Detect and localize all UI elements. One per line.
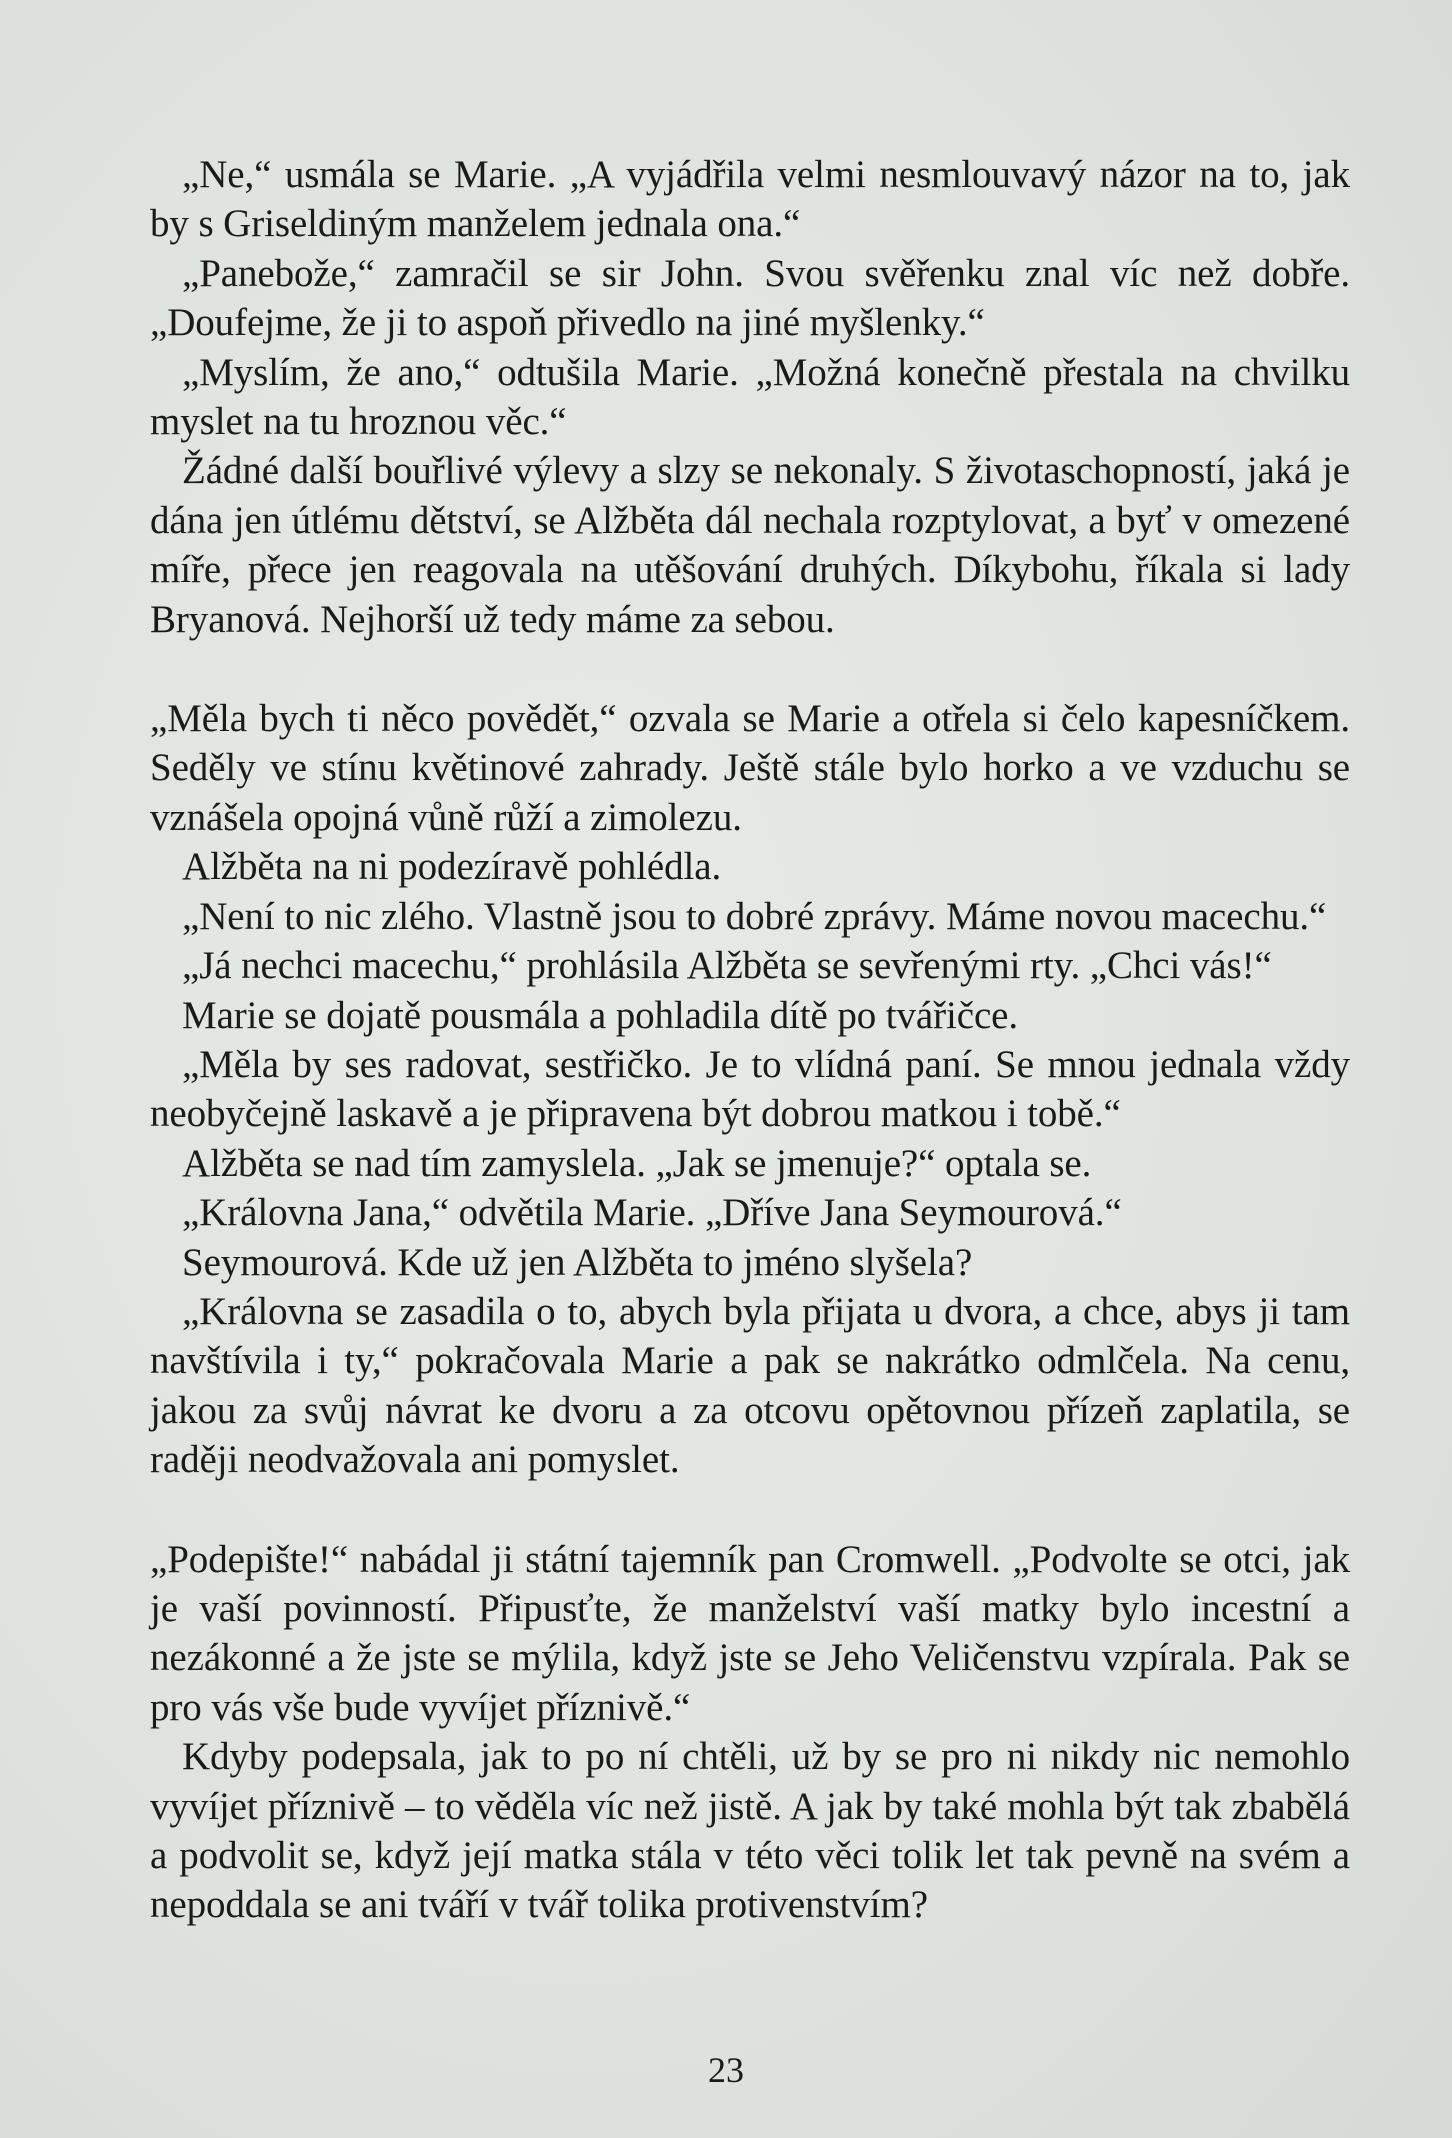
paragraph: Kdyby podepsala, jak to po ní chtěli, už by se pro ni nikdy nic nemohlo vyvíjet příznivě – to věděla víc než jistě. A jak by také mohla být tak zbabělá a podvolit se, když její matka stála v této věci tolik let tak pevně na svém a nepoddala se ani tváří v tvář tolika protivenstvím? [150, 1735, 1350, 1927]
paragraph: Marie se dojatě pousmála a pohladila dítě po tvářičce. [182, 993, 1019, 1037]
paragraph: Alžběta se nad tím zamyslela. „Jak se jmenuje?“ optala se. [182, 1141, 1092, 1185]
paragraph: „Není to nic zlého. Vlastně jsou to dobré zprávy. Máme novou macechu.“ [182, 894, 1327, 938]
paragraph: „Panebože,“ zamračil se sir John. Svou svěřenku znal víc než dobře. „Doufejme, že ji to aspoň přivedlo na jiné myšlenky.“ [150, 251, 1350, 345]
body-text [150, 150, 1350, 1930]
paragraph: „Královna Jana,“ odvětila Marie. „Dříve Jana Seymourová.“ [182, 1191, 1122, 1235]
page-number: 23 [708, 2050, 744, 2090]
paragraph: „Podepište!“ nabádal ji státní tajemník pan Cromwell. „Podvolte se otci, jak je vaší povinností. Připusťte, že manželství vaší matky bylo incestní a nezákonné a že jste se mýlila, když jste se Jeho Veličenstvu vzpírala. Pak se pro vás vše bude vyvíjet příznivě.“ [150, 1537, 1350, 1729]
paragraph: „Měla bych ti něco povědět,“ ozvala se Marie a otřela si čelo kapesníčkem. Seděly ve stínu květinové zahrady. Ještě stále bylo horko a ve vzduchu se vznášela opojná vůně růží a zimolezu. [150, 697, 1350, 839]
paragraph: Alžběta na ni podezíravě pohlédla. [182, 845, 722, 889]
paragraph: Seymourová. Kde už jen Alžběta to jméno slyšela? [182, 1240, 973, 1284]
paragraph: Žádné další bouřlivé výlevy a slzy se nekonaly. S životaschopností, jaká je dána jen útlému dětství, se Alžběta dál nechala rozptylovat, a byť v omezené míře, přece jen reagovala na utěšování druhých. Díkybohu, říkala si lady Bryanová. Nejhorší už tedy máme za sebou. [150, 449, 1350, 641]
paragraph: „Ne,“ usmála se Marie. „A vyjádřila velmi nesmlouvavý názor na to, jak by s Griseldiným manželem jednala ona.“ [150, 153, 1350, 246]
paragraph: „Myslím, že ano,“ odtušila Marie. „Možná konečně přestala na chvilku myslet na tu hroznou věc.“ [150, 350, 1350, 444]
paragraph: „Měla by ses radovat, sestřičko. Je to vlídná paní. Se mnou jednala vždy neobyčejně laskavě a je připravena být dobrou matkou i tobě.“ [150, 1042, 1350, 1136]
paragraph: „Já nechci macechu,“ prohlásila Alžběta se sevřenými rty. „Chci vás!“ [182, 944, 1272, 988]
paragraph: „Královna se zasadila o to, abych byla přijata u dvora, a chce, abys ji tam navštívila i ty,“ pokračovala Marie a pak se nakrátko odmlčela. Na cenu, jakou za svůj návrat ke dvoru a za otcovu opětovnou přízeň zaplatila, se raději neodvažovala ani pomyslet. [150, 1289, 1350, 1482]
